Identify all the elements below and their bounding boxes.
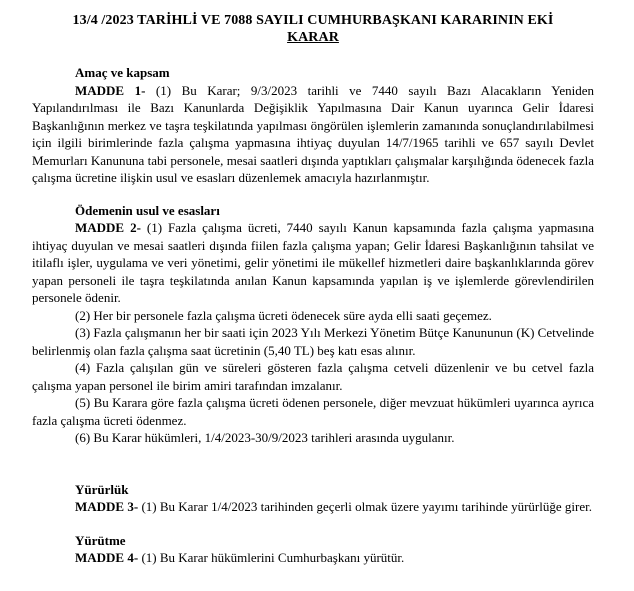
paragraph-madde-2-fikra-6 <box>32 429 594 447</box>
document-title-line1: 13/4 /2023 TARİHLİ VE 7088 SAYILI CUMHURBAŞKANI KARARININ EKİ <box>72 13 554 28</box>
document-title-line2: KARAR <box>287 30 339 45</box>
madde-3-text: (1) Bu Karar 1/4/2023 tarihinden geçerli olmak üzere yayımı tarihinde yürürlüğe girer. <box>141 499 592 514</box>
paragraph-madde-4 <box>32 549 594 567</box>
madde-3-label: MADDE 3- <box>75 499 139 514</box>
madde-2-fikra-3-text: (3) Fazla çalışmanın her bir saati için 2023 Yılı Merkezi Yönetim Bütçe Kanununun (K) Cetvelinde belirlenmiş olan fazla çalışma saat ücretinin (5,40 TL) beş katı esas alınır. <box>32 325 594 358</box>
madde-4-text: (1) Bu Karar hükümlerini Cumhurbaşkanı yürütür. <box>141 550 405 565</box>
section-heading-yururluk: Yürürlük <box>75 481 129 497</box>
section-heading-odemenin-usul-ve-esaslari: Ödemenin usul ve esasları <box>75 202 220 218</box>
section-heading-amac-ve-kapsam: Amaç ve kapsam <box>75 65 170 80</box>
paragraph-madde-2-fikra-3 <box>32 324 594 359</box>
madde-2-fikra-4-text: (4) Fazla çalışılan gün ve süreleri gösteren fazla çalışma cetveli düzenlenir ve bu cetvel fazla çalışma yapan personel ile birim amiri tarafından imzalanır. <box>32 360 594 393</box>
madde-2-fikra-5-text: (5) Bu Karara göre fazla çalışma ücreti ödenen personele, diğer mevzuat hükümleri uyarınca ayrıca fazla çalışma ücreti ödenmez. <box>32 395 594 428</box>
paragraph-madde-2-fikra-1 <box>32 219 594 307</box>
section-heading-yurutme: Yürütme <box>75 532 126 548</box>
paragraph-madde-3 <box>32 498 594 516</box>
document-title <box>32 12 594 46</box>
paragraph-madde-1 <box>32 82 594 187</box>
madde-4-label: MADDE 4- <box>75 550 139 565</box>
paragraph-madde-2-fikra-4 <box>32 359 594 394</box>
madde-2-label: MADDE 2- <box>75 220 141 235</box>
madde-2-fikra-6-text: (6) Bu Karar hükümleri, 1/4/2023-30/9/2023 tarihleri arasında uygulanır. <box>75 430 455 445</box>
madde-1-label: MADDE 1- <box>75 82 146 98</box>
madde-2-fikra-2-text: (2) Her bir personele fazla çalışma ücreti ödenecek süre ayda elli saati geçemez. <box>75 307 492 323</box>
paragraph-madde-2-fikra-2 <box>32 307 594 325</box>
madde-2-fikra-1-text: (1) Fazla çalışma ücreti, 7440 sayılı Kanun kapsamında fazla çalışma yapmasına ihtiyaç duyulan ve mesai saatleri dışında fiilen fazla çalışma yapan; Gelir İdaresi Başkanlığının tahsilat ve itilaflı işler, uygulama ve veri yönetimi, gelir yönetimi ile mükellef hizmetleri daire başkanlıklarında görev yapan personeli ile taşra teşkilatında anılan Kanun kapsamında yapılan iş ve işlemlerde görevlendirilen personele ödenir. <box>32 220 595 305</box>
madde-1-text: (1) Bu Karar; 9/3/2023 tarihli ve 7440 sayılı Bazı Alacakların Yeniden Yapılandırılması ile Bazı Kanunlarda Değişiklik Yapılmasına Dair Kanun uyarınca Gelir İdaresi Başkanlığının merkez ve taşra teşkilatında yapılması öngörülen işlemlerin zamanında sonuçlandırılabilmesi için ilgili birimlerinde fazla çalışma yapmasına ihtiyaç duyulan 14/7/1965 tarihli ve 657 sayılı Devlet Memurları Kanununa tabi personele, mesai saatleri dışında yaptıkları çalışmalar karşılığında ödenecek fazla çalışma ücretine ilişkin usul ve esasları düzenlemek amacıyla hazırlanmıştır. <box>32 82 595 185</box>
paragraph-madde-2-fikra-5 <box>32 394 594 429</box>
